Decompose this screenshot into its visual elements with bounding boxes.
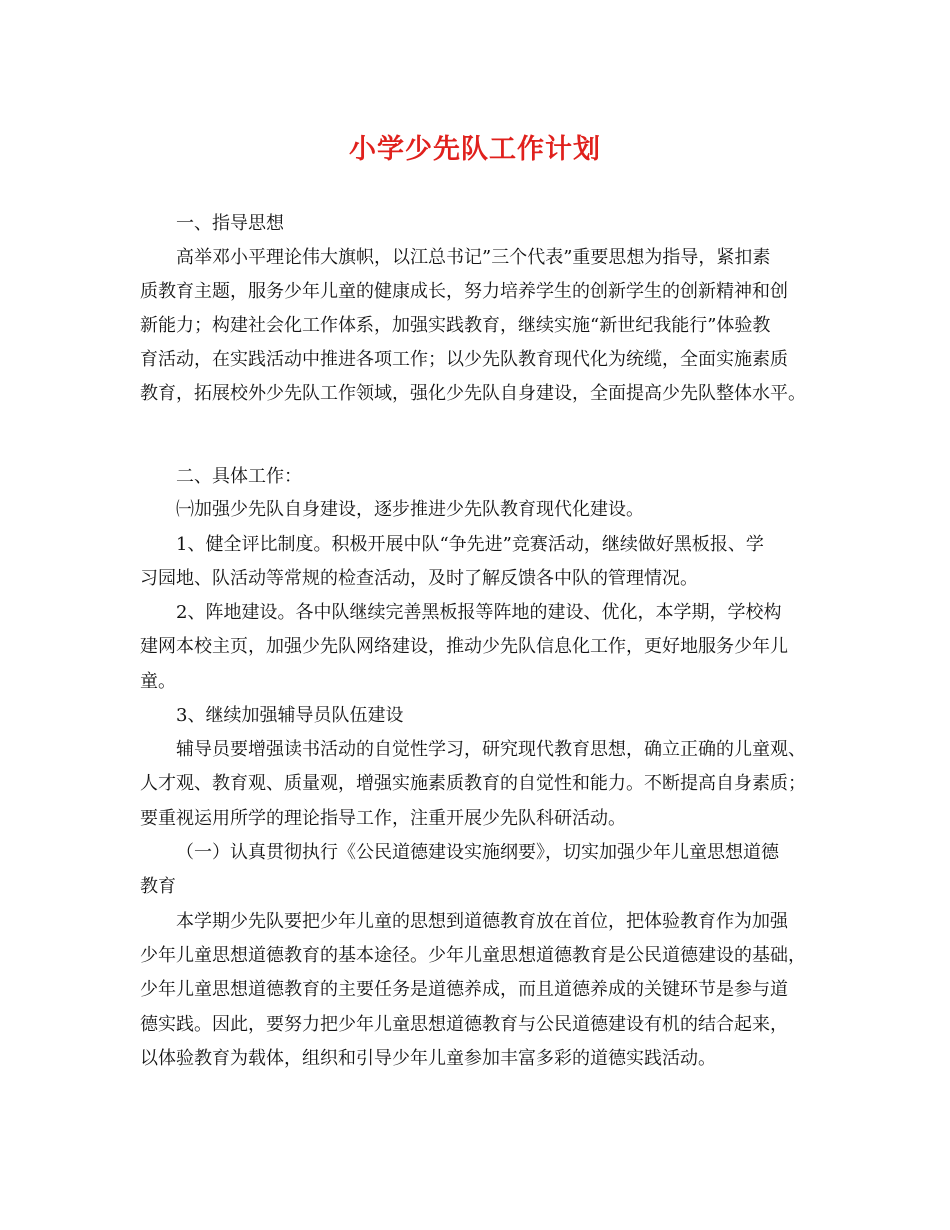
paragraph-line: 人才观、教育观、质量观，增强实施素质教育的自觉性和能力。不断提高自身素质； [140,773,806,794]
paragraph-line: 少年儿童思想道德教育的主要任务是道德养成，而且道德养成的关键环节是参与道 [140,979,788,1000]
paragraph-line: 质教育主题，服务少年儿童的健康成长，努力培养学生的创新学生的创新精神和创 [140,281,788,302]
paragraph-line: 建网本校主页，加强少先队网络建设，推动少先队信息化工作，更好地服务少年儿 [140,636,788,657]
paragraph-line: 教育，拓展校外少先队工作领域，强化少先队自身建设，全面提高少先队整体水平。 [140,383,806,404]
paragraph-line: 高举邓小平理论伟大旗帜，以江总书记”三个代表”重要思想为指导，紧扣素 [176,247,771,268]
subheading-line: ㈠加强少先队自身建设，逐步推进少先队教育现代化建设。 [176,499,644,520]
document-title: 小学少先队工作计划 [349,134,601,165]
subheading-line: （一）认真贯彻执行《公民道德建设实施纲要》，切实加强少年儿童思想道德 [176,842,779,863]
paragraph-line: 童。 [140,671,176,692]
paragraph-line: 育活动，在实践活动中推进各项工作；以少先队教育现代化为统缆，全面实施素质 [140,349,788,370]
paragraph-line: 新能力；构建社会化工作体系，加强实践教育，继续实施“新世纪我能行”体验教 [140,315,771,336]
paragraph-line: 1、健全评比制度。积极开展中队“争先进”竞赛活动，继续做好黑板报、学 [176,534,764,555]
paragraph-line: 以体验教育为载体，组织和引导少年儿童参加丰富多彩的道德实践活动。 [140,1048,716,1069]
paragraph-line: 本学期少先队要把少年儿童的思想到道德教育放在首位，把体验教育作为加强 [176,911,788,932]
paragraph-line: 辅导员要增强读书活动的自觉性学习，研究现代教育思想，确立正确的儿童观、 [176,739,806,760]
paragraph-line: 少年儿童思想道德教育的基本途径。少年儿童思想道德教育是公民道德建设的基础， [140,945,806,966]
paragraph-line: 2、阵地建设。各中队继续完善黑板报等阵地的建设、优化，本学期，学校构 [176,602,782,623]
paragraph-line: 德实践。因此，要努力把少年儿童思想道德教育与公民道德建设有机的结合起来， [140,1014,788,1035]
paragraph-line: 要重视运用所学的理论指导工作，注重开展少先队科研活动。 [140,808,626,829]
heading-guiding-thought: 一、指导思想 [176,213,284,234]
paragraph-line: 习园地、队活动等常规的检查活动，及时了解反馈各中队的管理情况。 [140,568,698,589]
subheading-line: 教育 [140,876,176,897]
subheading-line: 3、继续加强辅导员队伍建设 [176,705,404,726]
heading-specific-work: 二、具体工作： [176,466,302,487]
